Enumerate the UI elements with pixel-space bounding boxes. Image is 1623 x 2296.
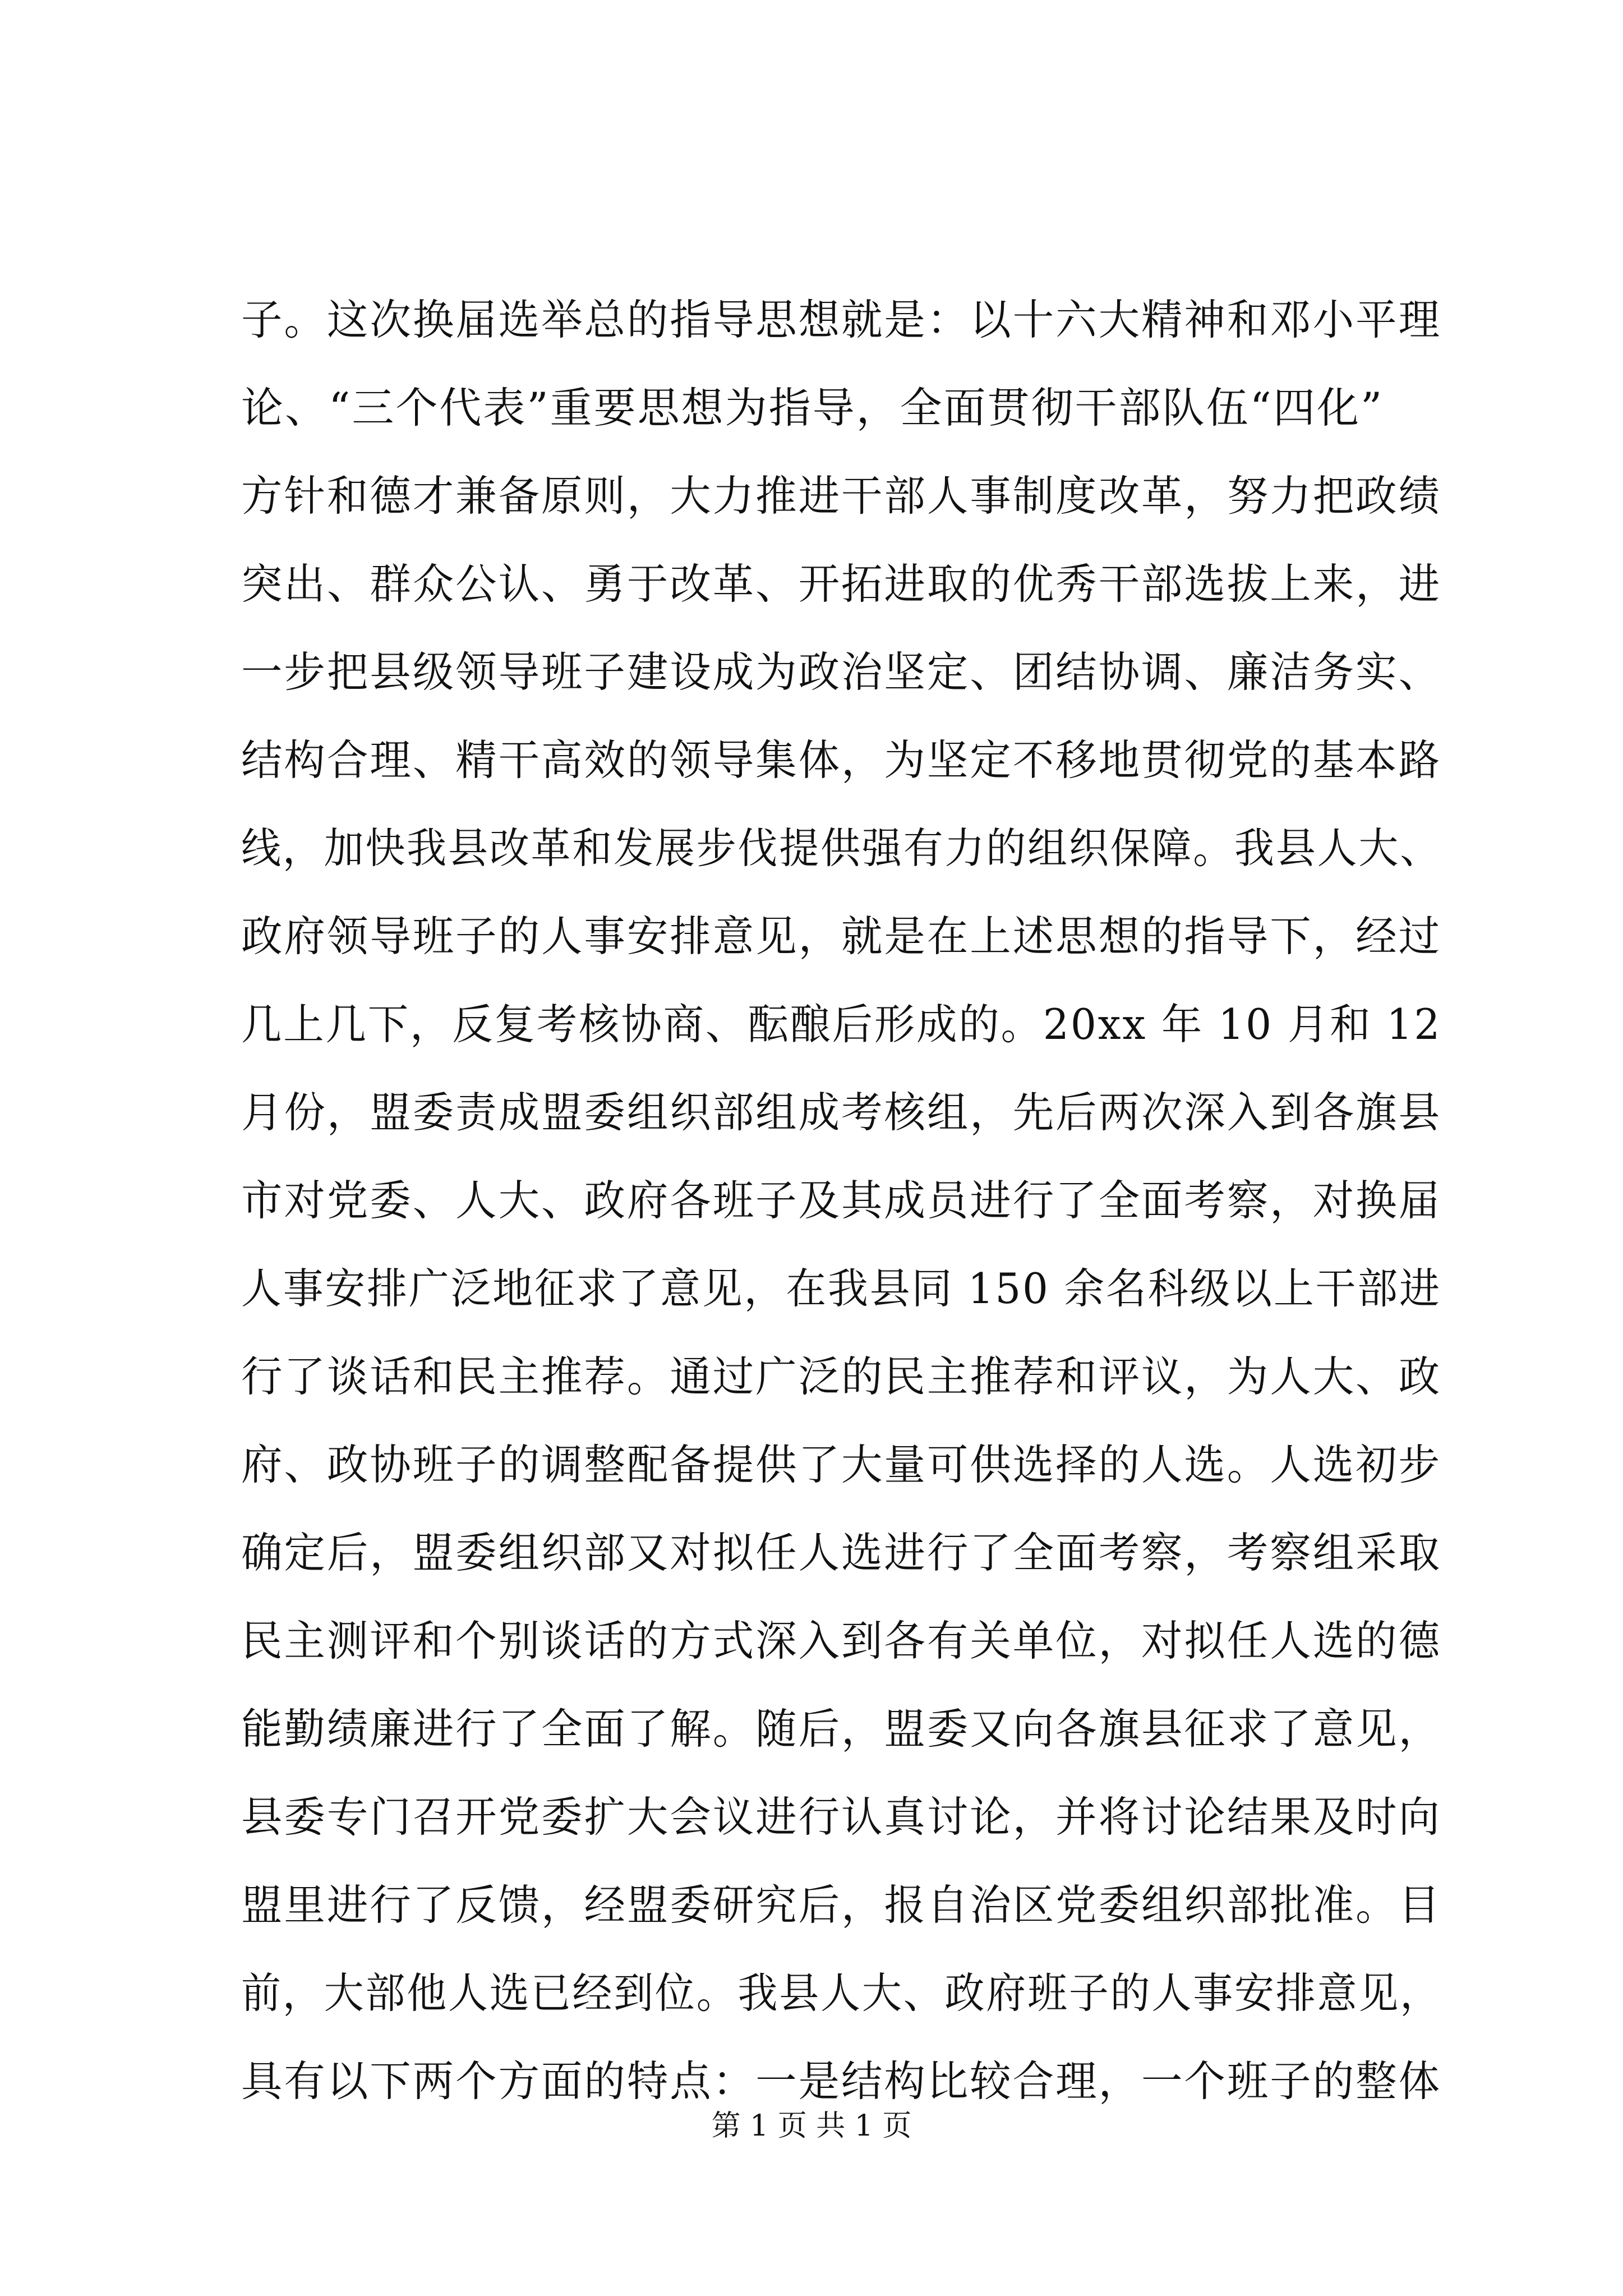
text-line: 几上几下，反复考核协商、酝酿后形成的。20xx 年 10 月和 12 [241, 1000, 1442, 1049]
text-line: 结构合理、精干高效的领导集体，为坚定不移地贯彻党的基本路 [241, 735, 1442, 785]
text-line: 能勤绩廉进行了全面了解。随后，盟委又向各旗县征求了意见， [241, 1704, 1442, 1754]
text-line: 县委专门召开党委扩大会议进行认真讨论，并将讨论结果及时向 [241, 1792, 1442, 1842]
text-line: 子。这次换届选举总的指导思想就是：以十六大精神和邓小平理 [241, 295, 1442, 344]
text-line: 人事安排广泛地征求了意见，在我县同 150 余名科级以上干部进 [241, 1264, 1441, 1313]
text-line: 盟里进行了反馈，经盟委研究后，报自治区党委组织部批准。目 [241, 1880, 1442, 1930]
text-line: 一步把县级领导班子建设成为政治坚定、团结协调、廉洁务实、 [241, 647, 1442, 697]
text-line: 市对党委、人大、政府各班子及其成员进行了全面考察，对换届 [241, 1176, 1442, 1225]
text-line: 民主测评和个别谈话的方式深入到各有关单位，对拟任人选的德 [241, 1616, 1442, 1665]
text-line: 方针和德才兼备原则，大力推进干部人事制度改革，努力把政绩 [241, 471, 1442, 521]
text-line: 突出、群众公认、勇于改革、开拓进取的优秀干部选拔上来，进 [241, 559, 1442, 609]
page-number-footer: 第 1 页 共 1 页 [711, 2109, 912, 2143]
text-line: 政府领导班子的人事安排意见，就是在上述思想的指导下，经过 [241, 912, 1442, 961]
text-line: 论、“三个代表”重要思想为指导，全面贯彻干部队伍“四化” [241, 383, 1384, 432]
text-line: 府、政协班子的调整配备提供了大量可供选择的人选。人选初步 [241, 1440, 1442, 1489]
text-line: 具有以下两个方面的特点：一是结构比较合理，一个班子的整体 [241, 2056, 1442, 2106]
text-line: 确定后，盟委组织部又对拟任人选进行了全面考察，考察组采取 [241, 1528, 1442, 1577]
text-line: 月份，盟委责成盟委组织部组成考核组，先后两次深入到各旗县 [241, 1088, 1442, 1137]
text-line: 前，大部他人选已经到位。我县人大、政府班子的人事安排意见， [241, 1968, 1442, 2018]
text-line: 行了谈话和民主推荐。通过广泛的民主推荐和评议，为人大、政 [241, 1352, 1442, 1401]
text-line: 线，加快我县改革和发展步伐提供强有力的组织保障。我县人大、 [241, 823, 1442, 873]
